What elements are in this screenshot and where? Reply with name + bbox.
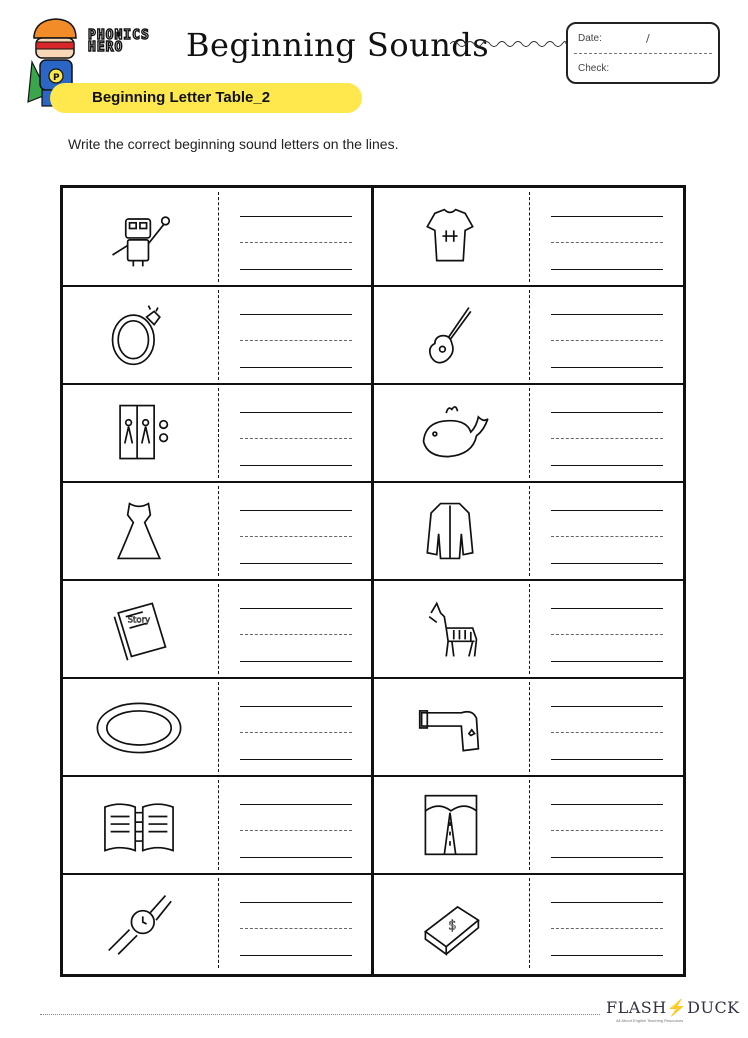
writing-line-baseline[interactable] — [551, 465, 663, 466]
writing-line-baseline[interactable] — [551, 857, 663, 858]
table-row — [63, 678, 683, 776]
writing-line-middle-dashed[interactable] — [240, 732, 352, 733]
word-cell-right — [374, 580, 682, 678]
dashed-divider — [218, 192, 219, 282]
elevator-icon — [89, 398, 189, 468]
svg-text:P: P — [53, 73, 60, 83]
writing-line-baseline[interactable] — [551, 269, 663, 270]
word-cell-left — [63, 286, 371, 384]
dashed-divider — [218, 878, 219, 968]
word-cell-left — [63, 188, 371, 286]
dashed-divider — [218, 584, 219, 674]
footer-rule — [40, 1014, 600, 1015]
brand-line-2: HERO — [88, 40, 124, 55]
dashed-divider — [218, 290, 219, 380]
dashed-divider — [529, 682, 530, 772]
row-divider — [63, 579, 683, 581]
writing-line-baseline[interactable] — [551, 759, 663, 760]
writing-line-baseline[interactable] — [551, 563, 663, 564]
dress-icon — [89, 496, 189, 566]
svg-text:Story: Story — [127, 615, 151, 626]
word-cell-left — [63, 580, 371, 678]
lightning-bolt-icon: ⚡ — [666, 998, 688, 1017]
writing-line-middle-dashed[interactable] — [551, 536, 663, 537]
instruction-text: Write the correct beginning sound letters on the lines. — [68, 136, 399, 152]
dashed-divider — [529, 878, 530, 968]
table-row — [63, 776, 683, 874]
table-row — [63, 482, 683, 580]
answer-table — [60, 185, 686, 977]
jersey-icon — [400, 202, 500, 272]
writing-line-baseline[interactable] — [240, 955, 352, 956]
writing-line-baseline[interactable] — [240, 857, 352, 858]
date-check-divider — [574, 53, 712, 54]
writing-line-top[interactable] — [240, 804, 352, 805]
writing-line-middle-dashed[interactable] — [551, 830, 663, 831]
table-row — [63, 384, 683, 482]
row-divider — [63, 775, 683, 777]
dollar-book-icon — [400, 888, 500, 958]
page-title: Beginning Sounds — [186, 26, 490, 64]
writing-line-baseline[interactable] — [551, 367, 663, 368]
logo-tagline: All About English Teaching Resources — [616, 1018, 684, 1023]
whale-icon — [400, 398, 500, 468]
word-cell-right — [374, 874, 682, 972]
date-slash: / — [646, 32, 650, 45]
table-row — [63, 874, 683, 972]
dashed-divider — [529, 388, 530, 478]
ring-icon — [89, 300, 189, 370]
writing-line-middle-dashed[interactable] — [240, 830, 352, 831]
writing-line-middle-dashed[interactable] — [551, 928, 663, 929]
word-cell-right — [374, 188, 682, 286]
road-picture-icon — [400, 790, 500, 860]
writing-line-top[interactable] — [551, 314, 663, 315]
word-cell-right — [374, 384, 682, 482]
writing-line-middle-dashed[interactable] — [551, 438, 663, 439]
date-check-box — [566, 22, 720, 84]
writing-line-baseline[interactable] — [551, 955, 663, 956]
writing-line-baseline[interactable] — [551, 661, 663, 662]
writing-line-middle-dashed[interactable] — [551, 732, 663, 733]
table-row — [63, 286, 683, 384]
writing-line-top[interactable] — [240, 412, 352, 413]
writing-line-middle-dashed[interactable] — [240, 634, 352, 635]
logo-duck: DUCK — [687, 998, 740, 1017]
writing-line-top[interactable] — [551, 608, 663, 609]
writing-line-top[interactable] — [240, 314, 352, 315]
writing-line-baseline[interactable] — [240, 661, 352, 662]
writing-line-top[interactable] — [551, 510, 663, 511]
brand-line-1: PHONICS — [88, 28, 150, 43]
check-label: Check: — [578, 63, 610, 74]
dashed-divider — [218, 780, 219, 870]
notebook-icon — [89, 790, 189, 860]
word-cell-left — [63, 384, 371, 482]
word-cell-left — [63, 678, 371, 776]
dashed-divider — [529, 192, 530, 282]
dashed-divider — [529, 780, 530, 870]
flashduck-logo — [606, 998, 740, 1017]
writing-line-middle-dashed[interactable] — [240, 438, 352, 439]
writing-line-baseline[interactable] — [240, 759, 352, 760]
writing-line-middle-dashed[interactable] — [240, 536, 352, 537]
dashed-divider — [529, 486, 530, 576]
row-divider — [63, 285, 683, 287]
writing-line-baseline[interactable] — [240, 269, 352, 270]
wavy-line-decoration — [450, 38, 566, 50]
dashed-divider — [529, 584, 530, 674]
row-divider — [63, 481, 683, 483]
writing-line-top[interactable] — [551, 412, 663, 413]
writing-line-baseline[interactable] — [240, 367, 352, 368]
word-cell-right — [374, 776, 682, 874]
storybook-icon — [89, 594, 189, 664]
writing-line-top[interactable] — [240, 902, 352, 903]
row-divider — [63, 677, 683, 679]
word-cell-left — [63, 874, 371, 972]
writing-line-middle-dashed[interactable] — [240, 242, 352, 243]
word-cell-right — [374, 678, 682, 776]
writing-line-top[interactable] — [551, 216, 663, 217]
word-cell-right — [374, 286, 682, 384]
robot-icon — [89, 202, 189, 272]
writing-line-baseline[interactable] — [240, 563, 352, 564]
writing-line-middle-dashed[interactable] — [551, 242, 663, 243]
word-cell-left — [63, 776, 371, 874]
wristwatch-icon — [89, 888, 189, 958]
dashed-divider — [218, 388, 219, 478]
dashed-divider — [218, 682, 219, 772]
writing-line-middle-dashed[interactable] — [551, 340, 663, 341]
svg-text:$: $ — [448, 918, 457, 934]
writing-line-top[interactable] — [240, 216, 352, 217]
zebra-icon — [400, 594, 500, 664]
table-row — [63, 580, 683, 678]
writing-line-top[interactable] — [240, 706, 352, 707]
writing-line-top[interactable] — [551, 902, 663, 903]
word-cell-right — [374, 482, 682, 580]
row-divider — [63, 873, 683, 875]
logo-flash: FLASH — [606, 998, 667, 1017]
writing-line-middle-dashed[interactable] — [240, 928, 352, 929]
word-cell-left — [63, 482, 371, 580]
toy-gun-icon — [400, 692, 500, 762]
writing-line-top[interactable] — [240, 510, 352, 511]
coat-icon — [400, 496, 500, 566]
worksheet-subtitle: Beginning Letter Table_2 — [92, 89, 271, 106]
writing-line-top[interactable] — [551, 706, 663, 707]
row-divider — [63, 383, 683, 385]
writing-line-baseline[interactable] — [240, 465, 352, 466]
table-row — [63, 188, 683, 286]
writing-line-middle-dashed[interactable] — [240, 340, 352, 341]
guitar-icon — [400, 300, 500, 370]
oval-mirror-icon — [89, 692, 189, 762]
dashed-divider — [218, 486, 219, 576]
writing-line-top[interactable] — [551, 804, 663, 805]
dashed-divider — [529, 290, 530, 380]
writing-line-top[interactable] — [240, 608, 352, 609]
phonics-hero-logo — [88, 30, 150, 54]
writing-line-middle-dashed[interactable] — [551, 634, 663, 635]
date-label: Date: — [578, 33, 602, 44]
